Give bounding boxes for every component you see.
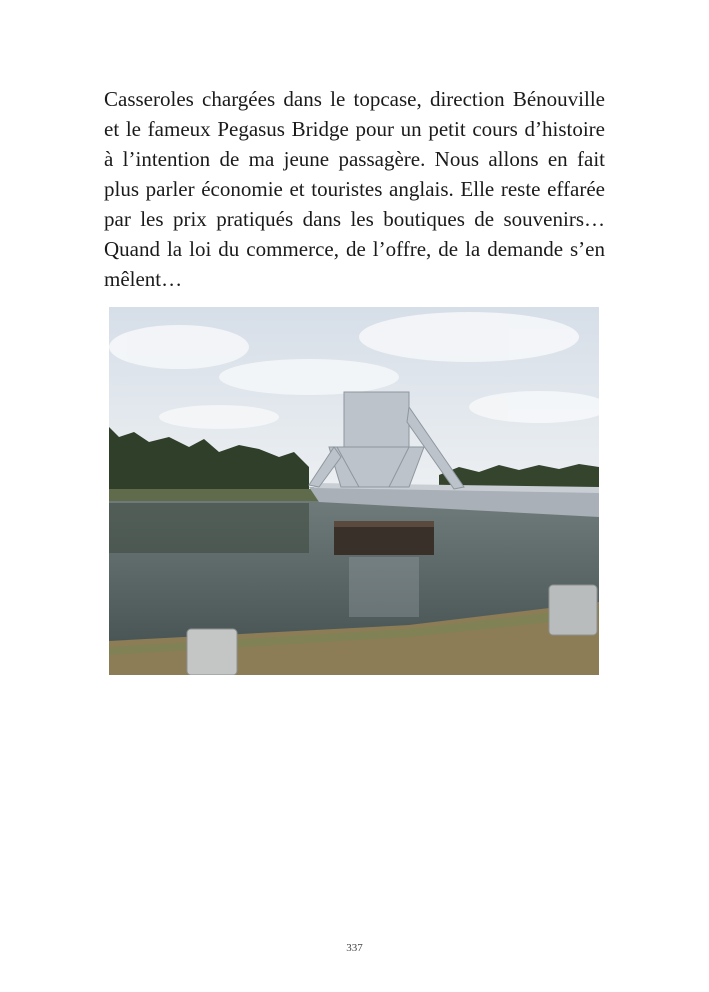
bollard-right [549,585,597,635]
bollard-left [187,629,237,675]
body-paragraph: Casseroles chargées dans le topcase, direction Bénouville et le fameux Pegasus Bridge pour un petit cours d’histoire à l’intention de ma jeune passagère. Nous allons en fait plus parler économie et touristes anglais. Elle reste effarée par les prix pratiqués dans les boutiques de souvenirs… Quand la loi du commerce, de l’offre, de la demande s’en mêlent… [104,87,605,291]
pegasus-bridge-photo [109,307,599,675]
page-number: 337 [346,942,363,954]
bridge-reflection [349,557,419,617]
tree-reflection [109,503,309,553]
floating-platform [334,525,434,555]
platform-top [334,521,434,527]
